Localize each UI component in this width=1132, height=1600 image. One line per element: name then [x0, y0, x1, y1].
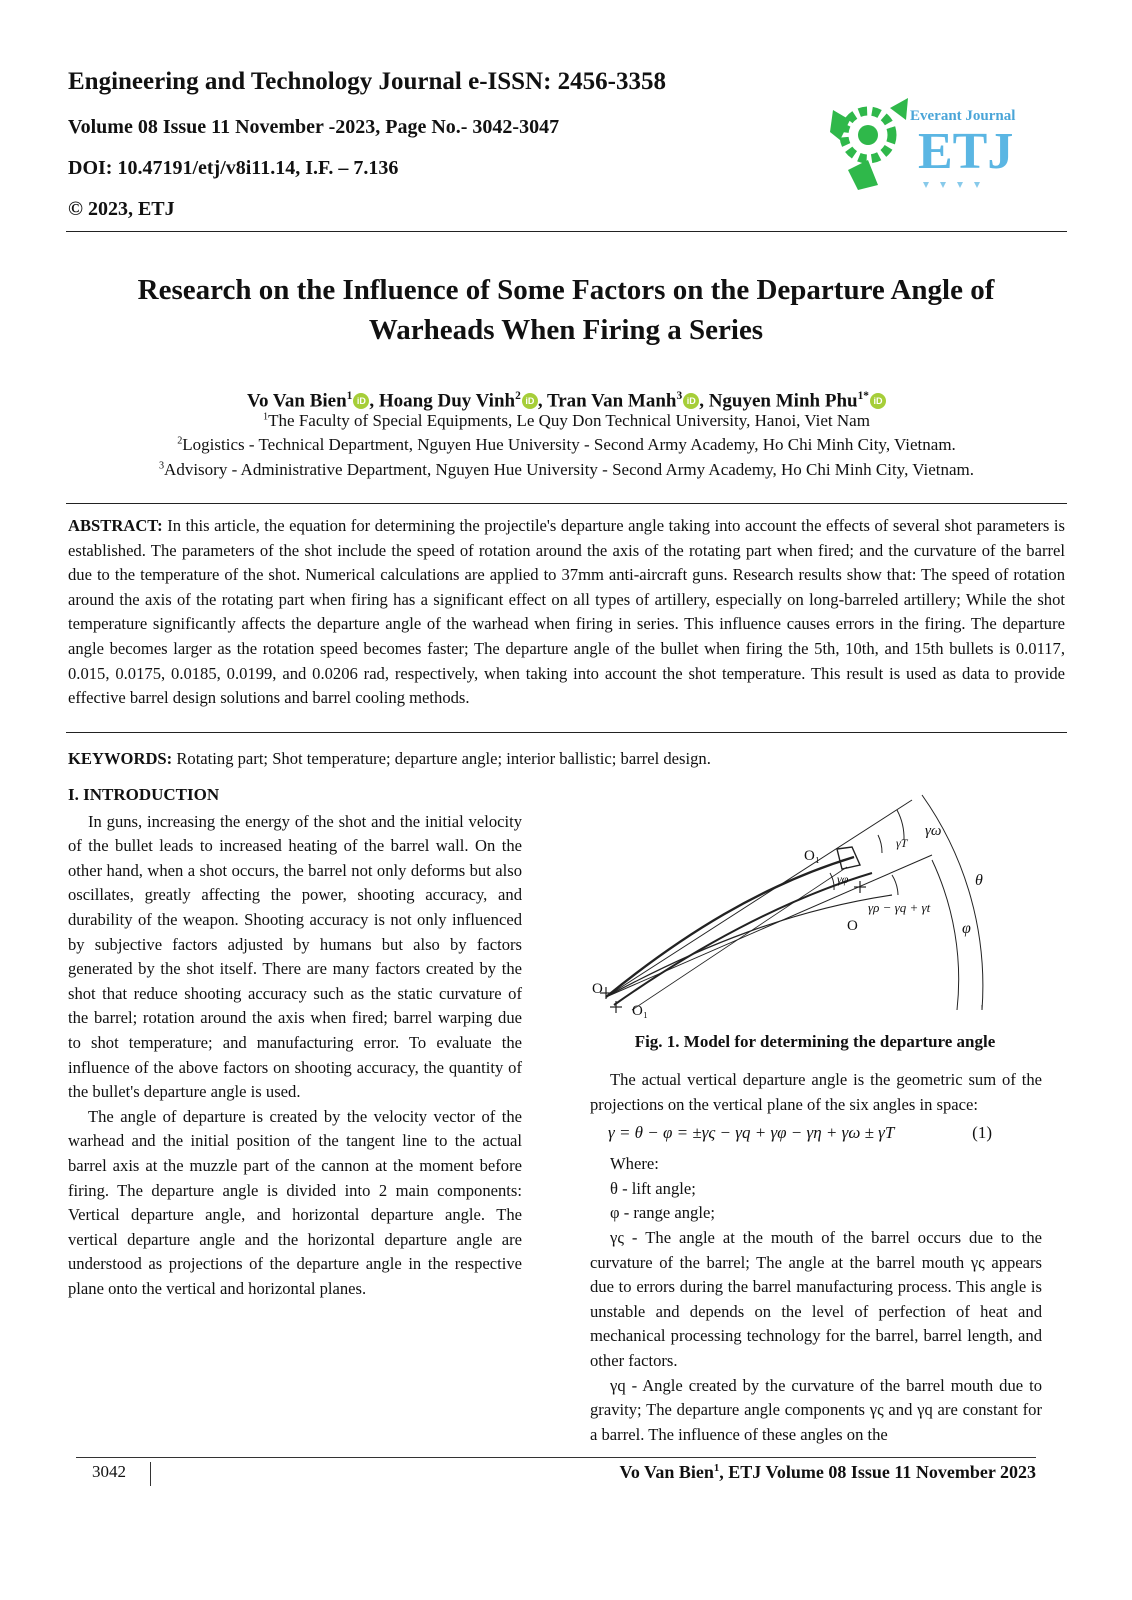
logo-main-text: ETJ	[918, 123, 1014, 180]
paper-title	[90, 270, 1042, 350]
horizontal-ref-line	[606, 855, 932, 997]
label-gamma-omega: γω	[925, 823, 942, 839]
label-phi: φ	[962, 920, 971, 937]
thin-diagonal	[632, 867, 847, 1010]
affiliation-sup: 2	[177, 435, 183, 447]
def-phi: φ - range angle;	[610, 1203, 715, 1223]
author-name: , Tran Van Manh	[537, 390, 677, 412]
affiliation-sup: 1	[263, 411, 269, 423]
label-o1-bottom: O₁	[632, 1003, 649, 1019]
footer-sup: 1	[713, 1462, 720, 1474]
equation-body: γ = θ − φ = ±γς − γq + γφ − γη + γω ± γT	[608, 1123, 895, 1142]
affiliation	[66, 435, 1067, 455]
def-theta: θ - lift angle;	[610, 1178, 696, 1198]
affiliation	[66, 460, 1067, 480]
barrel-curve	[606, 857, 854, 997]
abstract-rule-top	[66, 503, 1067, 504]
paper-title-line2: Warheads When Firing a Series	[368, 314, 764, 346]
outer-line	[606, 800, 912, 997]
equation-number: (1)	[972, 1123, 992, 1142]
author-name: , Hoang Duy Vinh	[369, 390, 516, 412]
phi-arc	[932, 860, 959, 1010]
author-sup: 2	[515, 390, 521, 402]
section-heading: I. INTRODUCTION	[68, 785, 220, 804]
footer-author: Vo Van Bien	[619, 1462, 714, 1482]
journal-volume: Volume 08 Issue 11 November -2023, Page No.- 3042-3047	[68, 116, 560, 138]
departure-angle-figure	[592, 785, 1042, 1030]
footer-rule	[76, 1457, 1036, 1458]
etj-logo	[828, 90, 1028, 200]
journal-title: Engineering and Technology Journal e-ISSN: 2456-3358	[68, 68, 667, 95]
footer-citation	[620, 1462, 1037, 1483]
affiliation	[66, 411, 1067, 431]
author-sup: 1*	[857, 390, 869, 402]
journal-doi: DOI: 10.47191/etj/v8i11.14, I.F. – 7.136	[68, 157, 399, 179]
left-column	[68, 783, 522, 1301]
orcid-icon[interactable]: iD	[870, 393, 886, 409]
journal-copyright: © 2023, ETJ	[68, 198, 175, 220]
paper-title-line1: Research on the Influence of Some Factors on the Departure Angle of	[137, 274, 995, 306]
barrel-curve-2	[614, 873, 872, 1005]
def-gamma-q: γq - Angle created by the curvature of the barrel mouth due to gravity; The departure angle components γς and γq are constant for a barrel. The influence of these angles on the	[590, 1375, 1042, 1444]
abstract-label: ABSTRACT:	[68, 516, 163, 535]
footer-rest: , ETJ Volume 08 Issue 11 November 2023	[719, 1462, 1036, 1482]
keywords	[68, 749, 1065, 769]
abstract-rule-bottom	[66, 732, 1067, 733]
gamma-t-arc	[878, 835, 882, 853]
page-number: 3042	[92, 1462, 126, 1481]
label-theta: θ	[975, 872, 983, 889]
author-name: , Nguyen Minh Phu	[699, 390, 858, 412]
abstract-text: In this article, the equation for determining the projectile's departure angle taking into account the effects of several shot parameters is established. The parameters of the shot include the speed of rotation around the axis of the rotating part when fired; and the curvature of the barrel due to the temperature of the shot. Numerical calculations are applied to 37mm anti-aircraft guns. Research results show that: The speed of rotation around the axis of the rotating part when firing has a significant effect on all types of artillery, especially on long-barreled artillery; While the shot temperature significantly affects the departure angle of the warhead when firing in series. This influence causes errors in the firing. The departure angle becomes larger as the rotation speed becomes faster; The departure angle of the bullet when firing the 5th, 10th, and 15th bullets is 0.0117, 0.015, 0.0175, 0.0185, 0.0199, and 0.0206 rad, respectively, when taking into account the shot temperature. This result is used as data to provide effective barrel design solutions and barrel cooling methods.	[68, 516, 1065, 708]
orcid-icon[interactable]: iD	[683, 393, 699, 409]
header-rule	[66, 231, 1067, 232]
keywords-label: KEYWORDS:	[68, 749, 173, 768]
equation-1	[608, 1123, 1040, 1149]
logo-top-text: Everant Journal	[910, 108, 1016, 124]
keywords-text: Rotating part; Shot temperature; departure angle; interior ballistic; barrel design.	[172, 749, 711, 768]
affiliation-sup: 3	[158, 460, 165, 472]
author-sup: 3	[676, 390, 683, 402]
author-list	[66, 390, 1067, 412]
figure-caption: Fig. 1. Model for determining the departure angle	[634, 1032, 996, 1051]
orcid-icon[interactable]: iD	[522, 393, 538, 409]
author-name: Vo Van Bien	[247, 390, 347, 412]
def-gamma-s: γς - The angle at the mouth of the barrel occurs due to the curvature of the barrel; The angle at the barrel mouth γς appears due to errors during the barrel manufacturing process. This angle is unstable and depends on the level of perfection of heat and mechanical processing technology for the barrel, barrel length, and other factors.	[590, 1227, 1042, 1370]
affiliation-text: Advisory - Administrative Department, Nguyen Hue University - Second Army Academy, Ho Chi Minh City, Vietnam.	[164, 460, 975, 479]
label-combo: γρ − γq + γt	[868, 900, 931, 915]
combo-arc	[892, 875, 898, 895]
label-o-mid: O	[847, 918, 858, 934]
affiliation-text: The Faculty of Special Equipments, Le Quy Don Technical University, Hanoi, Viet Nam	[268, 411, 870, 430]
footer-divider	[150, 1462, 151, 1486]
label-o1-top: O₁	[804, 848, 821, 864]
author-sup: 1	[346, 390, 353, 402]
intro-paragraph-2: The angle of departure is created by the velocity vector of the warhead and the initial position of the tangent line to the actual barrel axis at the muzzle part of the cannon at the moment before firing. The departure angle is divided into 2 main components: Vertical departure angle, and horizontal departure angle. The vertical departure angle and the horizontal departure angle are understood as projections of the departure angle in the respective plane onto the vertical and horizontal planes.	[68, 1106, 522, 1298]
label-gamma-t: γT	[896, 836, 908, 850]
where-label: Where:	[610, 1154, 659, 1174]
intro-paragraph-1: In guns, increasing the energy of the shot and the initial velocity of the bullet leads to increased heating of the barrel wall. On the other hand, when a shot occurs, the barrel not only deforms but also oscillates, greatly affecting the power, shooting accuracy, and durability of the weapon. Shooting accuracy is not only influenced by subjective factors adjusted by humans but also by factors generated by the shot itself. There are many factors created by the shot that reduce shooting accuracy such as the static curvature of the barrel; rotation around the axis when fired; barrel warping due to shot temperature; and manufacturing error. To evaluate the influence of the above factors on shooting accuracy, the quantity of the bullet's departure angle is used.	[68, 811, 522, 1102]
affiliation-text: Logistics - Technical Department, Nguyen Hue University - Second Army Academy, Ho Chi Minh City, Vietnam.	[182, 435, 956, 454]
orcid-icon[interactable]: iD	[353, 393, 369, 409]
label-gamma-phi: γφ	[837, 872, 849, 886]
right-paragraph-1: The actual vertical departure angle is the geometric sum of the projections on the vertical plane of the six angles in space:	[590, 1070, 1042, 1114]
abstract	[68, 514, 1065, 711]
label-o-left: O	[592, 981, 603, 997]
